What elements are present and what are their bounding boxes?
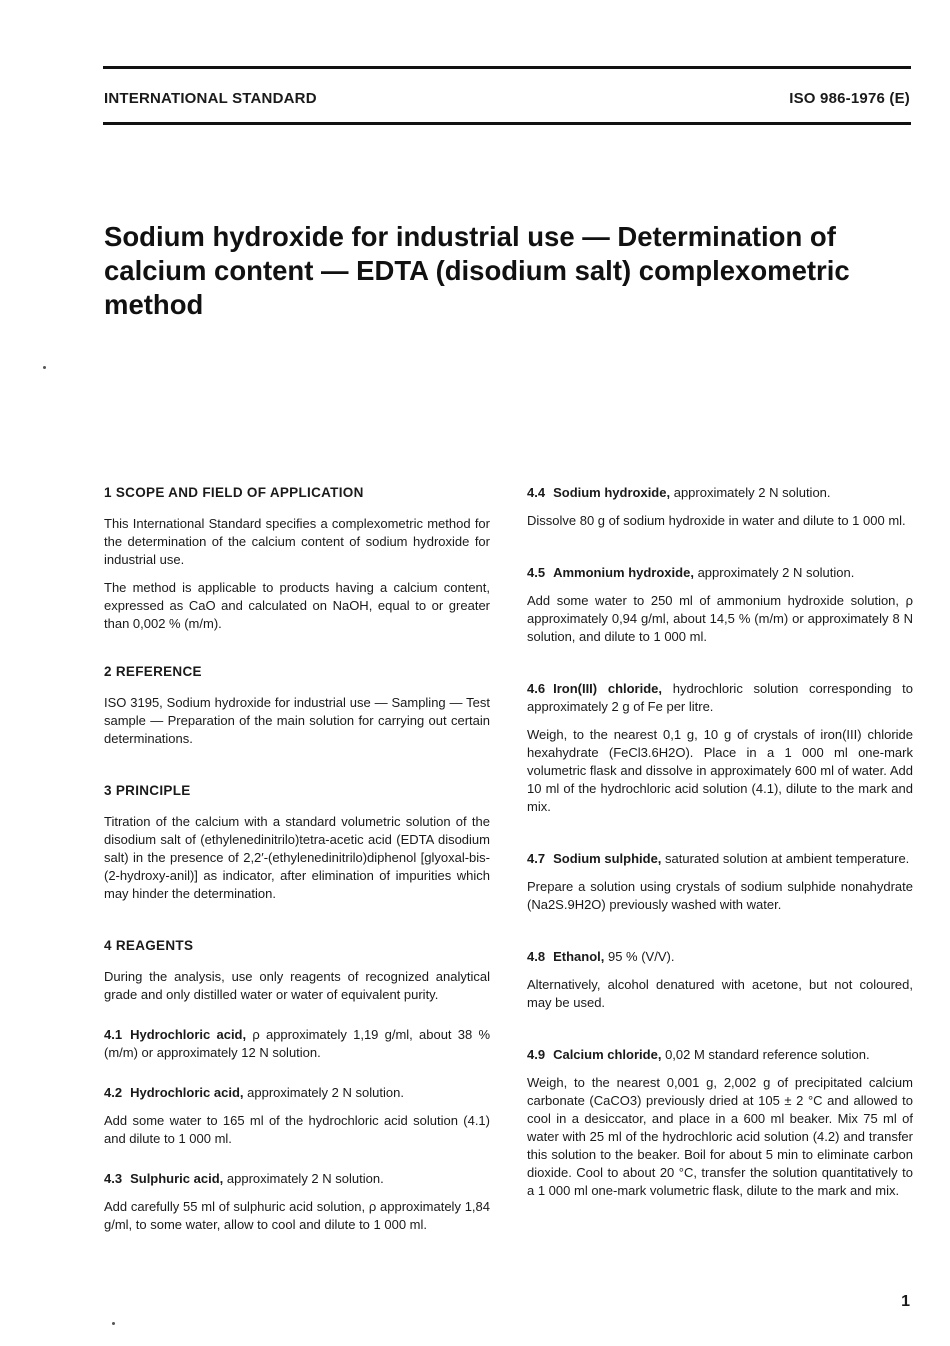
reagent-4-9	[527, 1046, 913, 1064]
reagent-4-9-name: Calcium chloride,	[553, 1047, 662, 1062]
reagent-4-5-name: Ammonium hydroxide,	[553, 565, 694, 580]
reagent-4-2	[104, 1084, 490, 1102]
section-heading-reagents: 4 REAGENTS	[104, 938, 194, 953]
reagent-4-7-spec: saturated solution at ambient temperature.	[665, 851, 910, 866]
reagent-4-8-name: Ethanol,	[553, 949, 605, 964]
reagent-4-4-name: Sodium hydroxide,	[553, 485, 671, 500]
reagent-4-1-spec: ρ approximately 1,19 g/ml, about 38 % (m/m) or approximately 12 N solution.	[104, 1027, 491, 1060]
reagent-4-4	[527, 484, 913, 502]
reagents-intro-paragraph: During the analysis, use only reagents of recognized analytical grade and only distilled water or water of equivalent purity.	[104, 969, 490, 1002]
reagent-4-8-body: Alternatively, alcohol denatured with acetone, but not coloured, may be used.	[527, 977, 913, 1010]
reagent-4-4-body: Dissolve 80 g of sodium hydroxide in water and dilute to 1 000 ml.	[527, 513, 906, 528]
section-heading-scope: 1 SCOPE AND FIELD OF APPLICATION	[104, 485, 364, 500]
reagent-4-3	[104, 1170, 490, 1188]
reagent-4-6	[527, 680, 913, 716]
reagent-4-8	[527, 948, 913, 966]
principle-paragraph: Titration of the calcium with a standard volumetric solution of the disodium salt of (ethylenedinitrilo)tetra-acetic acid (EDTA disodium salt) in the presence of 2,2′-(ethylenedinitrilo)diphenol [glyoxal-bis-(2-hydroxy-anil)] as indicator, after elimination of impurities which may hinder the determination.	[104, 814, 490, 901]
reagent-4-7-number: 4.7	[527, 851, 546, 866]
reagent-4-7	[527, 850, 913, 868]
reagent-4-9-body: Weigh, to the nearest 0,001 g, 2,002 g of precipitated calcium carbonate (CaCO3) previously dried at 105 ± 2 °C and allowed to cool in a desiccator, and place in a 600 ml beaker. Mix 75 ml of water with 25 ml of the hydrochloric acid solution (4.2) and transfer this solution to the beaker. Boil for about 5 min to eliminate carbon dioxide. Cool to about 20 °C, transfer the solution quantitatively to a 1 000 ml one-mark volumetric flask, dilute to the mark and mix.	[527, 1075, 913, 1198]
scan-speck	[43, 366, 46, 369]
reagent-4-2-number: 4.2	[104, 1085, 123, 1100]
reagent-4-5	[527, 564, 913, 582]
reagent-4-9-number: 4.9	[527, 1047, 546, 1062]
reagent-4-5-spec: approximately 2 N solution.	[697, 565, 855, 580]
reagent-4-2-name: Hydrochloric acid,	[130, 1085, 244, 1100]
reagent-4-4-number: 4.4	[527, 485, 546, 500]
header-rule-bottom	[103, 122, 911, 125]
reagent-4-4-spec: approximately 2 N solution.	[673, 485, 831, 500]
reagent-4-3-number: 4.3	[104, 1171, 123, 1186]
reagent-4-5-number: 4.5	[527, 565, 546, 580]
reference-paragraph: ISO 3195, Sodium hydroxide for industrial use — Sampling — Test sample — Preparation of the main solution for carrying out certain determinations.	[104, 695, 490, 746]
reagent-4-6-number: 4.6	[527, 681, 546, 696]
reagent-4-3-body: Add carefully 55 ml of sulphuric acid solution, ρ approximately 1,84 g/ml, to some water, allow to cool and dilute to 1 000 ml.	[104, 1199, 490, 1232]
section-heading-reference: 2 REFERENCE	[104, 664, 202, 679]
reagent-4-6-spec: hydrochloric solution corresponding to approximately 2 g of Fe per litre.	[527, 681, 913, 714]
reagent-4-9-spec: 0,02 M standard reference solution.	[665, 1047, 870, 1062]
scan-speck	[112, 1322, 115, 1325]
reagent-4-7-name: Sodium sulphide,	[553, 851, 662, 866]
reagent-4-3-name: Sulphuric acid,	[130, 1171, 224, 1186]
reagent-4-7-body: Prepare a solution using crystals of sodium sulphide nonahydrate (Na2S.9H2O) previously washed with water.	[527, 879, 913, 912]
reagent-4-6-body: Weigh, to the nearest 0,1 g, 10 g of crystals of iron(III) chloride hexahydrate (FeCl3.6H2O). Place in a 1 000 ml one-mark volumetric flask and dissolve in approximately 600 ml of water. Add 10 ml of the hydrochloric acid solution (4.1), dilute to the mark and mix.	[527, 727, 913, 814]
scope-paragraph-2: The method is applicable to products having a calcium content, expressed as CaO and calculated on NaOH, equal to or greater than 0,002 % (m/m).	[104, 580, 490, 631]
reagent-4-2-body: Add some water to 165 ml of the hydrochloric acid solution (4.1) and dilute to 1 000 ml.	[104, 1113, 490, 1146]
header-rule-top	[103, 66, 911, 69]
right-column	[527, 484, 913, 1200]
reagent-4-6-name: Iron(III) chloride,	[553, 681, 663, 696]
reagent-4-1-number: 4.1	[104, 1027, 123, 1042]
reagent-4-5-body: Add some water to 250 ml of ammonium hydroxide solution, ρ approximately 0,94 g/ml, about 14,5 % (m/m) or approximately 8 N solution, and dilute to 1 000 ml.	[527, 593, 913, 644]
scope-paragraph-1: This International Standard specifies a complexometric method for the determination of the calcium content of sodium hydroxide for industrial use.	[104, 516, 490, 567]
reagent-4-1-name: Hydrochloric acid,	[130, 1027, 247, 1042]
reagent-4-3-spec: approximately 2 N solution.	[226, 1171, 384, 1186]
section-heading-principle: 3 PRINCIPLE	[104, 783, 191, 798]
left-column	[104, 484, 490, 1234]
reagent-4-2-spec: approximately 2 N solution.	[247, 1085, 404, 1100]
reagent-4-1	[104, 1026, 490, 1062]
standard-number: ISO 986-1976 (E)	[789, 90, 910, 107]
reagent-4-8-spec: 95 % (V/V).	[607, 949, 675, 964]
page-number: 1	[901, 1293, 910, 1310]
document-type-label: INTERNATIONAL STANDARD	[104, 90, 317, 107]
document-title: Sodium hydroxide for industrial use — Determination of calcium content — EDTA (disodium salt) complexometric method	[104, 221, 850, 320]
reagent-4-8-number: 4.8	[527, 949, 546, 964]
